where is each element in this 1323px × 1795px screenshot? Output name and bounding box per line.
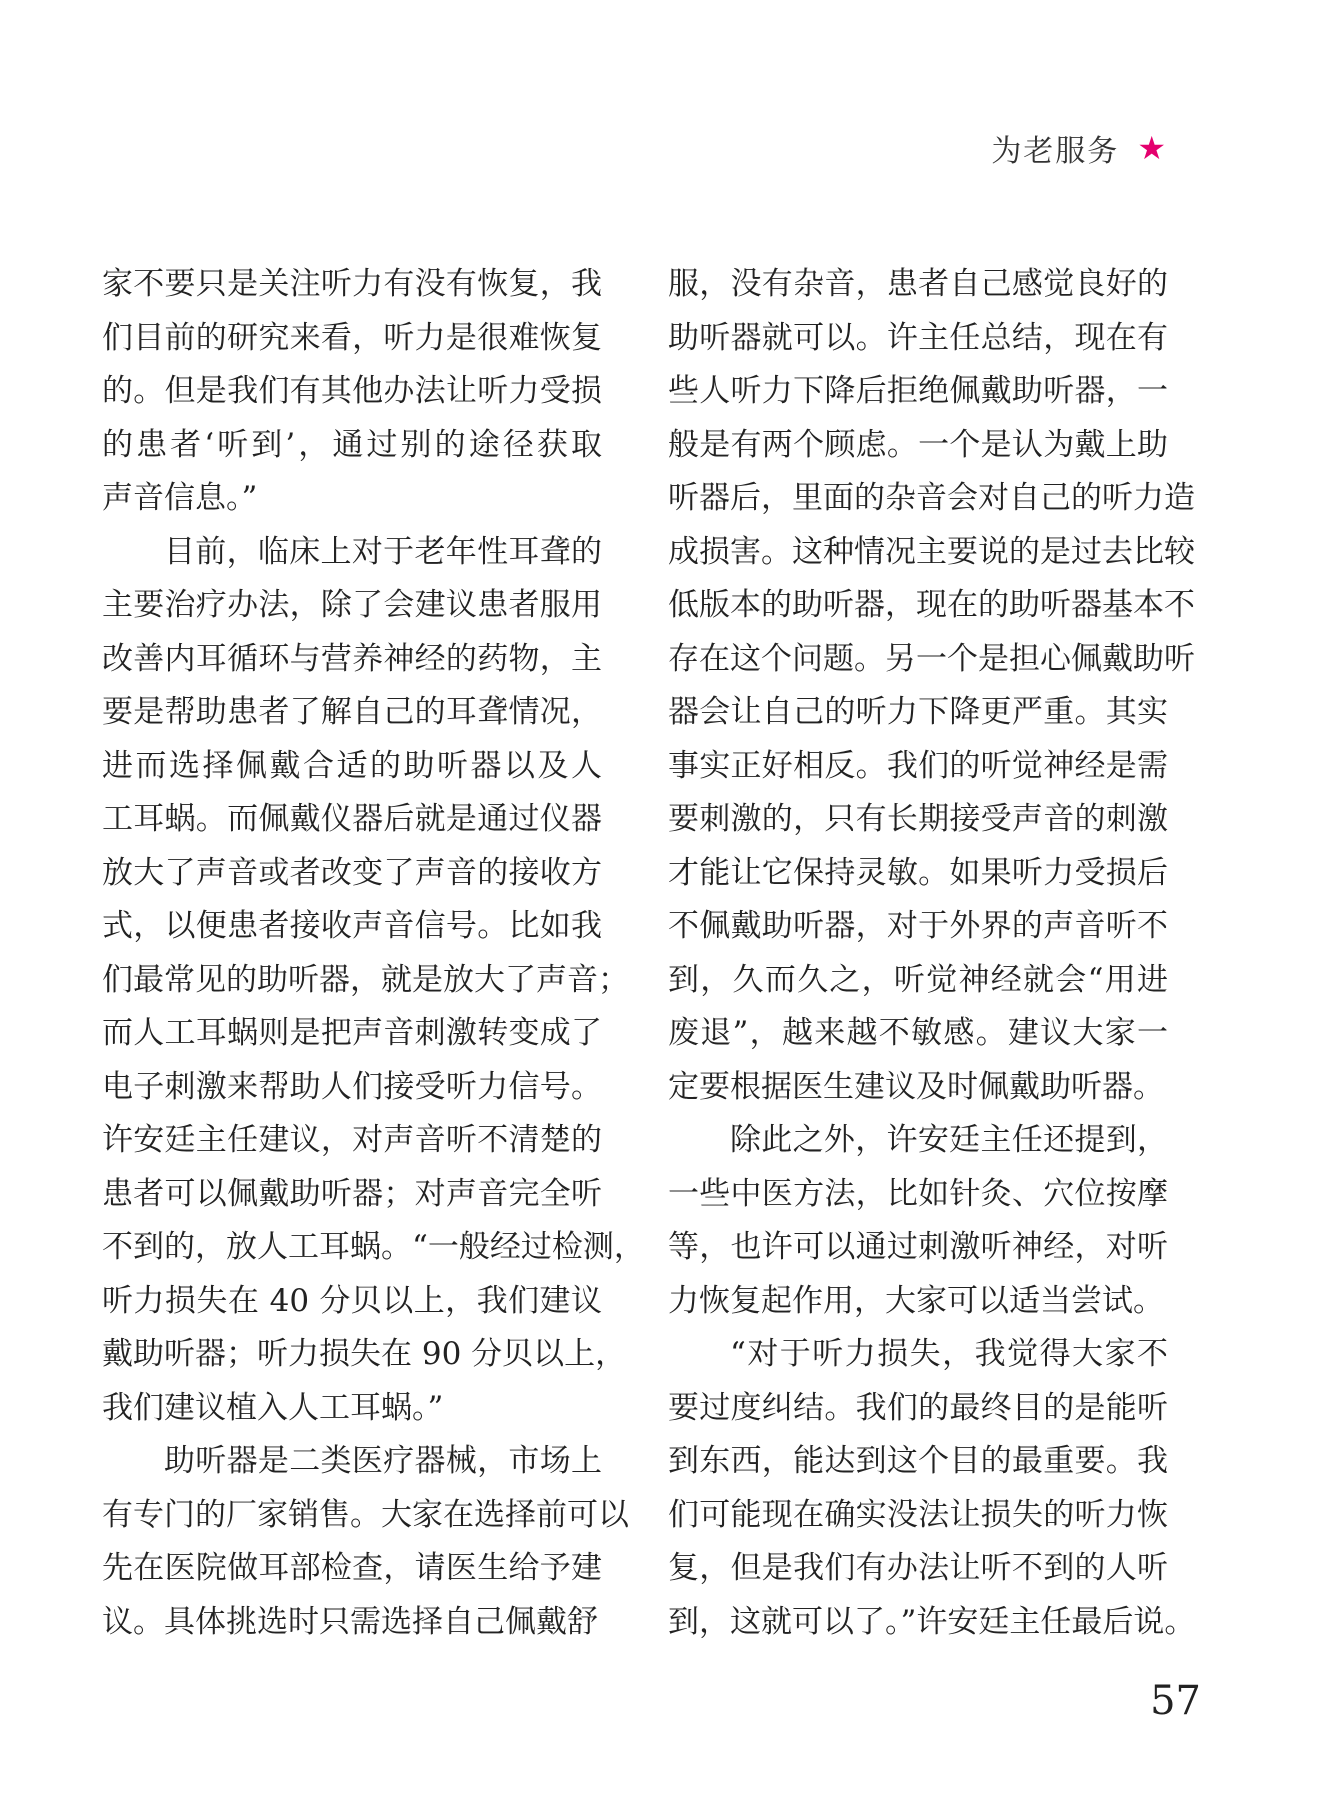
text-line: 听力损失在 40 分贝以上，我们建议 — [102, 1282, 602, 1319]
text-line: 到，这就可以了。”许安廷主任最后说。 — [668, 1603, 1196, 1640]
text-line: 戴助听器；听力损失在 90 分贝以上， — [102, 1336, 627, 1372]
text-line: 工耳蜗。而佩戴仪器后就是通过仪器 — [102, 801, 602, 837]
text-line: 除此之外，许安廷主任还提到， — [730, 1122, 1168, 1158]
text-line: 存在这个问题。另一个是担心佩戴助听 — [668, 640, 1195, 677]
text-line: 不佩戴助听器，对于外界的声音听不 — [668, 908, 1168, 944]
paragraph — [668, 1328, 1196, 1649]
star-icon: ★ — [1137, 129, 1166, 167]
text-line: 的患者‘听到’，通过别的途径获取 — [102, 426, 602, 463]
section-title: 为老服务 — [991, 134, 1120, 169]
text-line: 废退”，越来越不敏感。建议大家一 — [668, 1015, 1168, 1051]
text-line: 放大了声音或者改变了声音的接收方 — [102, 854, 602, 891]
text-line: 们最常见的助听器，就是放大了声音； — [102, 961, 629, 998]
text-line: 主要治疗办法，除了会建议患者服用 — [102, 587, 602, 623]
paragraph — [668, 258, 1195, 1114]
paragraph — [102, 1435, 629, 1649]
text-line: “对于听力损失，我觉得大家不 — [730, 1336, 1168, 1372]
left-column — [102, 258, 645, 1649]
text-line: 力恢复起作用，大家可以适当尝试。 — [668, 1282, 1164, 1319]
text-line: 才能让它保持灵敏。如果听力受损后 — [668, 854, 1168, 891]
text-line: 式，以便患者接收声音信号。比如我 — [102, 908, 602, 944]
text-line: 声音信息。” — [102, 480, 258, 516]
text-line: 们目前的研究来看，听力是很难恢复 — [102, 319, 602, 356]
text-line: 我们建议植入人工耳蜗。” — [102, 1389, 444, 1426]
text-line: 一些中医方法，比如针灸、穴位按摩 — [668, 1175, 1168, 1212]
text-line: 复，但是我们有办法让听不到的人听 — [668, 1550, 1168, 1586]
text-line: 改善内耳循环与营养神经的药物，主 — [102, 640, 602, 677]
text-line: 目前，临床上对于老年性耳聋的 — [164, 533, 602, 570]
text-line: 要过度纠结。我们的最终目的是能听 — [668, 1389, 1168, 1426]
text-line: 要是帮助患者了解自己的耳聋情况， — [102, 694, 602, 730]
text-line: 不到的，放人工耳蜗。“一般经过检测， — [102, 1229, 645, 1265]
text-line: 到东西，能达到这个目的最重要。我 — [668, 1443, 1168, 1479]
text-line: 服，没有杂音，患者自己感觉良好的 — [668, 266, 1168, 302]
text-line: 事实正好相反。我们的听觉神经是需 — [668, 747, 1168, 784]
text-line: 等，也许可以通过刺激听神经，对听 — [668, 1229, 1168, 1265]
text-line: 些人听力下降后拒绝佩戴助听器，一 — [668, 373, 1168, 409]
paragraph — [102, 526, 645, 1436]
text-line: 助听器就可以。许主任总结，现在有 — [668, 319, 1168, 356]
text-line: 低版本的助听器，现在的助听器基本不 — [668, 587, 1195, 623]
text-line: 成损害。这种情况主要说的是过去比较 — [668, 533, 1195, 570]
text-line: 们可能现在确实没法让损失的听力恢 — [668, 1496, 1168, 1533]
text-line: 到，久而久之，听觉神经就会“用进 — [668, 961, 1168, 998]
text-line: 要刺激的，只有长期接受声音的刺激 — [668, 801, 1168, 837]
page-number: 57 — [1150, 1678, 1201, 1724]
text-line: 电子刺激来帮助人们接受听力信号。 — [102, 1068, 602, 1105]
text-line: 而人工耳蜗则是把声音刺激转变成了 — [102, 1015, 602, 1051]
text-line: 议。具体挑选时只需选择自己佩戴舒 — [102, 1603, 598, 1640]
text-line: 家不要只是关注听力有没有恢复，我 — [102, 266, 602, 302]
text-line: 先在医院做耳部检查，请医生给予建 — [102, 1550, 602, 1586]
text-line: 助听器是二类医疗器械，市场上 — [164, 1443, 602, 1479]
right-column — [668, 258, 1196, 1649]
text-line: 许安廷主任建议，对声音听不清楚的 — [102, 1122, 602, 1158]
paragraph — [668, 1114, 1168, 1328]
text-line: 定要根据医生建议及时佩戴助听器。 — [668, 1068, 1164, 1105]
text-line: 般是有两个顾虑。一个是认为戴上助 — [668, 426, 1168, 463]
text-line: 的。但是我们有其他办法让听力受损 — [102, 373, 602, 409]
text-line: 器会让自己的听力下降更严重。其实 — [668, 694, 1168, 730]
page-header — [991, 126, 1166, 170]
text-line: 进而选择佩戴合适的助听器以及人 — [102, 747, 602, 784]
text-line: 有专门的厂家销售。大家在选择前可以 — [102, 1496, 629, 1533]
text-line: 患者可以佩戴助听器；对声音完全听 — [102, 1175, 602, 1212]
text-line: 听器后，里面的杂音会对自己的听力造 — [668, 480, 1195, 516]
paragraph — [102, 258, 602, 526]
